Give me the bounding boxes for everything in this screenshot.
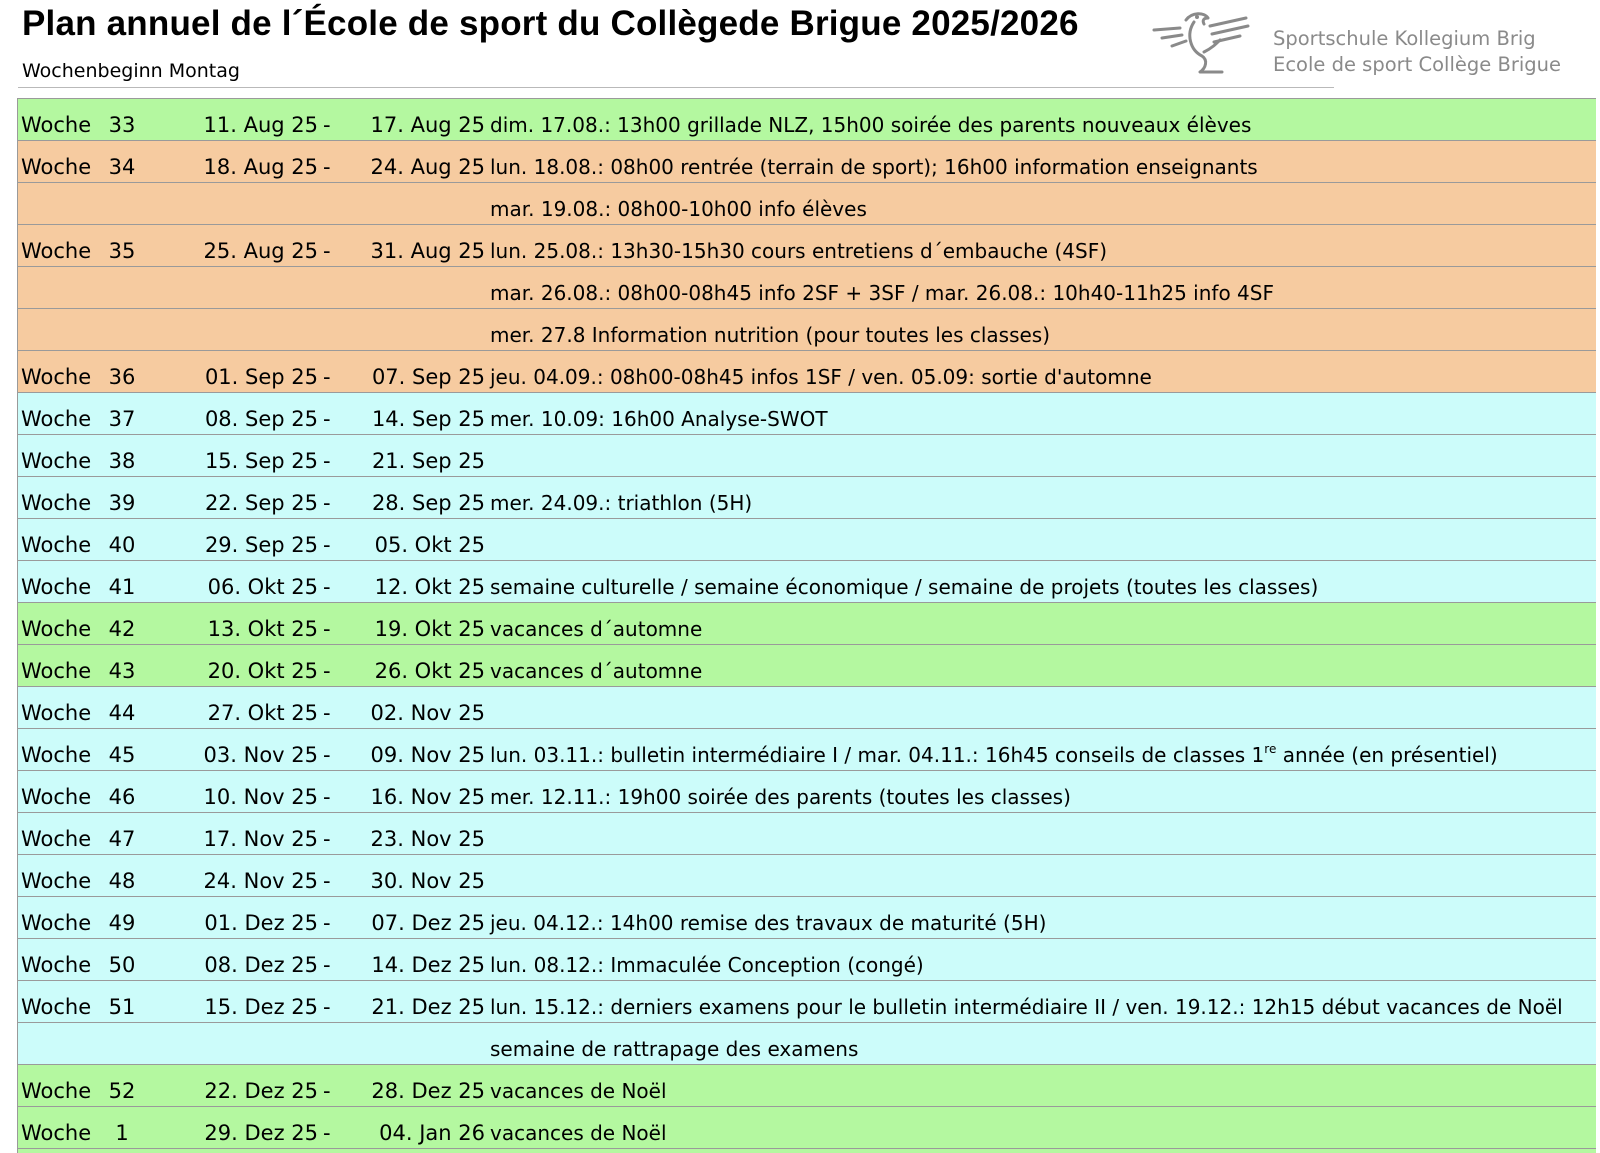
logo-line-1: Sportschule Kollegium Brig	[1273, 27, 1536, 50]
eagle-logo-icon	[1150, 8, 1280, 78]
week-label: Woche	[21, 911, 92, 935]
week-label: Woche	[21, 449, 92, 473]
event-note	[490, 155, 1258, 179]
event-note-text: lun. 03.11.: bulletin intermédiaire I / mar. 04.11.: 16h45 conseils de classes 1	[490, 743, 1265, 767]
header-divider	[18, 87, 1334, 88]
week-label: Woche	[21, 953, 92, 977]
date-separator: -	[323, 449, 331, 473]
week-start-date: 29. Dez 25	[204, 1121, 318, 1145]
logo-wordmark	[1273, 26, 1561, 78]
table-row	[18, 224, 1596, 266]
logo-line-2: Ecole de sport Collège Brigue	[1273, 53, 1561, 76]
week-start-date: 29. Sep 25	[204, 533, 318, 557]
week-number: 46	[108, 785, 136, 809]
week-start-date: 15. Dez 25	[204, 995, 318, 1019]
page-header	[0, 0, 1600, 90]
table-row	[18, 644, 1596, 686]
event-note-text: vacances d´automne	[490, 617, 703, 641]
event-note	[490, 785, 1071, 809]
date-separator: -	[323, 533, 331, 557]
week-start-date: 22. Sep 25	[204, 491, 318, 515]
annual-plan-table	[17, 98, 1596, 1153]
week-end-date: 05. Okt 25	[374, 533, 485, 557]
event-note	[490, 743, 1498, 767]
week-end-date: 21. Sep 25	[371, 449, 485, 473]
table-row	[18, 1064, 1596, 1106]
event-note-text-continued: année (en présentiel)	[1276, 743, 1498, 767]
week-label: Woche	[21, 407, 92, 431]
table-row	[18, 1148, 1596, 1153]
date-separator: -	[323, 575, 331, 599]
week-number: 40	[108, 533, 136, 557]
week-start-date: 17. Nov 25	[203, 827, 318, 851]
event-note	[490, 323, 1050, 347]
week-label: Woche	[21, 995, 92, 1019]
event-note	[490, 365, 1152, 389]
event-note	[490, 281, 1274, 305]
date-separator: -	[323, 155, 331, 179]
event-note-text: mer. 24.09.: triathlon (5H)	[490, 491, 753, 515]
week-number: 34	[108, 155, 136, 179]
event-note	[490, 575, 1318, 599]
event-note-text: mar. 26.08.: 08h00-08h45 info 2SF + 3SF / mar. 26.08.: 10h40-11h25 info 4SF	[490, 281, 1274, 305]
event-note-text: mer. 12.11.: 19h00 soirée des parents (toutes les classes)	[490, 785, 1071, 809]
week-start-date: 22. Dez 25	[204, 1079, 318, 1103]
date-separator: -	[323, 113, 331, 137]
event-note-text: mar. 19.08.: 08h00-10h00 info élèves	[490, 197, 867, 221]
table-row	[18, 812, 1596, 854]
week-start-date: 18. Aug 25	[203, 155, 318, 179]
week-start-date: 25. Aug 25	[203, 239, 318, 263]
table-row	[18, 602, 1596, 644]
date-separator: -	[323, 827, 331, 851]
week-start-date: 13. Okt 25	[207, 617, 318, 641]
event-note	[490, 1037, 858, 1061]
table-row	[18, 350, 1596, 392]
week-label: Woche	[21, 155, 92, 179]
date-separator: -	[323, 701, 331, 725]
week-end-date: 31. Aug 25	[370, 239, 485, 263]
date-separator: -	[323, 869, 331, 893]
week-label: Woche	[21, 701, 92, 725]
week-number: 33	[108, 113, 136, 137]
table-row	[18, 1022, 1596, 1064]
table-row	[18, 686, 1596, 728]
week-label: Woche	[21, 659, 92, 683]
date-separator: -	[323, 659, 331, 683]
week-end-date: 28. Sep 25	[371, 491, 485, 515]
week-label: Woche	[21, 533, 92, 557]
week-end-date: 28. Dez 25	[371, 1079, 485, 1103]
table-row	[18, 182, 1596, 224]
week-number: 38	[108, 449, 136, 473]
week-start-date: 01. Dez 25	[204, 911, 318, 935]
event-note	[490, 911, 1046, 935]
date-separator: -	[323, 743, 331, 767]
week-label: Woche	[21, 239, 92, 263]
date-separator: -	[323, 491, 331, 515]
week-start-date: 03. Nov 25	[203, 743, 318, 767]
event-note	[490, 407, 828, 431]
table-row	[18, 854, 1596, 896]
week-number: 37	[108, 407, 136, 431]
event-note	[490, 239, 1107, 263]
page-title: Plan annuel de l´École de sport du Collègede Brigue 2025/2026	[22, 4, 1079, 43]
week-label: Woche	[21, 827, 92, 851]
event-note	[490, 953, 924, 977]
week-end-date: 14. Sep 25	[371, 407, 485, 431]
event-note-text: jeu. 04.12.: 14h00 remise des travaux de maturité (5H)	[490, 911, 1047, 935]
week-end-date: 19. Okt 25	[374, 617, 485, 641]
week-start-date: 06. Okt 25	[207, 575, 318, 599]
event-note-text: lun. 08.12.: Immaculée Conception (congé)	[490, 953, 924, 977]
week-number: 1	[115, 1121, 129, 1145]
event-note-text: lun. 18.08.: 08h00 rentrée (terrain de sport); 16h00 information enseignants	[490, 155, 1258, 179]
table-row	[18, 98, 1596, 140]
event-note-text: dim. 17.08.: 13h00 grillade NLZ, 15h00 soirée des parents nouveaux élèves	[490, 113, 1252, 137]
event-note	[490, 491, 752, 515]
date-separator: -	[323, 1079, 331, 1103]
week-end-date: 21. Dez 25	[371, 995, 485, 1019]
week-start-date: 11. Aug 25	[203, 113, 318, 137]
week-end-date: 23. Nov 25	[370, 827, 485, 851]
week-label: Woche	[21, 575, 92, 599]
week-number: 49	[108, 911, 136, 935]
event-note-text: vacances d´automne	[490, 659, 703, 683]
week-end-date: 17. Aug 25	[370, 113, 485, 137]
event-note	[490, 995, 1563, 1019]
event-note	[490, 617, 702, 641]
date-separator: -	[323, 407, 331, 431]
week-end-date: 07. Dez 25	[371, 911, 485, 935]
event-note	[490, 1121, 667, 1145]
week-start-date: 15. Sep 25	[204, 449, 318, 473]
week-end-date: 24. Aug 25	[370, 155, 485, 179]
event-note-text: semaine de rattrapage des examens	[490, 1037, 859, 1061]
week-number: 44	[108, 701, 136, 725]
table-row	[18, 266, 1596, 308]
event-note-text: mer. 10.09: 16h00 Analyse-SWOT	[490, 407, 828, 431]
table-row	[18, 980, 1596, 1022]
date-separator: -	[323, 1121, 331, 1145]
week-end-date: 26. Okt 25	[374, 659, 485, 683]
table-row	[18, 434, 1596, 476]
week-label: Woche	[21, 869, 92, 893]
week-number: 36	[108, 365, 136, 389]
week-end-date: 04. Jan 26	[379, 1121, 485, 1145]
week-number: 52	[108, 1079, 136, 1103]
date-separator: -	[323, 365, 331, 389]
ordinal-superscript: re	[1264, 742, 1277, 756]
week-number: 39	[108, 491, 136, 515]
week-end-date: 02. Nov 25	[370, 701, 485, 725]
table-row	[18, 308, 1596, 350]
week-number: 47	[108, 827, 136, 851]
table-row	[18, 392, 1596, 434]
date-separator: -	[323, 911, 331, 935]
date-separator: -	[323, 617, 331, 641]
table-row	[18, 1106, 1596, 1148]
week-label: Woche	[21, 743, 92, 767]
week-number: 43	[108, 659, 136, 683]
date-separator: -	[323, 239, 331, 263]
week-label: Woche	[21, 1079, 92, 1103]
week-start-date: 01. Sep 25	[204, 365, 318, 389]
event-note	[490, 113, 1251, 137]
week-label: Woche	[21, 785, 92, 809]
week-start-date: 27. Okt 25	[207, 701, 318, 725]
week-start-date: 24. Nov 25	[203, 869, 318, 893]
week-number: 41	[108, 575, 136, 599]
table-row	[18, 518, 1596, 560]
event-note-text: semaine culturelle / semaine économique / semaine de projets (toutes les classes)	[490, 575, 1319, 599]
table-row	[18, 140, 1596, 182]
week-start-date: 20. Okt 25	[207, 659, 318, 683]
week-end-date: 09. Nov 25	[370, 743, 485, 767]
event-note	[490, 197, 867, 221]
table-row	[18, 770, 1596, 812]
page-subtitle: Wochenbeginn Montag	[22, 60, 240, 82]
week-label: Woche	[21, 365, 92, 389]
week-number: 42	[108, 617, 136, 641]
week-end-date: 30. Nov 25	[370, 869, 485, 893]
date-separator: -	[323, 785, 331, 809]
event-note-text: lun. 15.12.: derniers examens pour le bulletin intermédiaire II / ven. 19.12.: 12h15 début vacances de Noël	[490, 995, 1563, 1019]
event-note	[490, 659, 702, 683]
week-start-date: 08. Dez 25	[204, 953, 318, 977]
week-number: 35	[108, 239, 136, 263]
week-start-date: 08. Sep 25	[204, 407, 318, 431]
week-number: 45	[108, 743, 136, 767]
week-number: 51	[108, 995, 136, 1019]
table-row	[18, 938, 1596, 980]
date-separator: -	[323, 953, 331, 977]
week-end-date: 07. Sep 25	[371, 365, 485, 389]
week-end-date: 14. Dez 25	[371, 953, 485, 977]
event-note-text: lun. 25.08.: 13h30-15h30 cours entretiens d´embauche (4SF)	[490, 239, 1108, 263]
event-note-text: vacances de Noël	[490, 1079, 667, 1103]
week-label: Woche	[21, 491, 92, 515]
table-row	[18, 728, 1596, 770]
week-end-date: 12. Okt 25	[374, 575, 485, 599]
week-start-date: 10. Nov 25	[203, 785, 318, 809]
date-separator: -	[323, 995, 331, 1019]
week-number: 50	[108, 953, 136, 977]
week-label: Woche	[21, 113, 92, 137]
table-row	[18, 560, 1596, 602]
week-label: Woche	[21, 617, 92, 641]
table-row	[18, 896, 1596, 938]
event-note	[490, 1079, 667, 1103]
week-end-date: 16. Nov 25	[370, 785, 485, 809]
week-label: Woche	[21, 1121, 92, 1145]
week-number: 48	[108, 869, 136, 893]
event-note-text: jeu. 04.09.: 08h00-08h45 infos 1SF / ven. 05.09: sortie d'automne	[490, 365, 1152, 389]
table-row	[18, 476, 1596, 518]
event-note-text: mer. 27.8 Information nutrition (pour toutes les classes)	[490, 323, 1051, 347]
event-note-text: vacances de Noël	[490, 1121, 667, 1145]
